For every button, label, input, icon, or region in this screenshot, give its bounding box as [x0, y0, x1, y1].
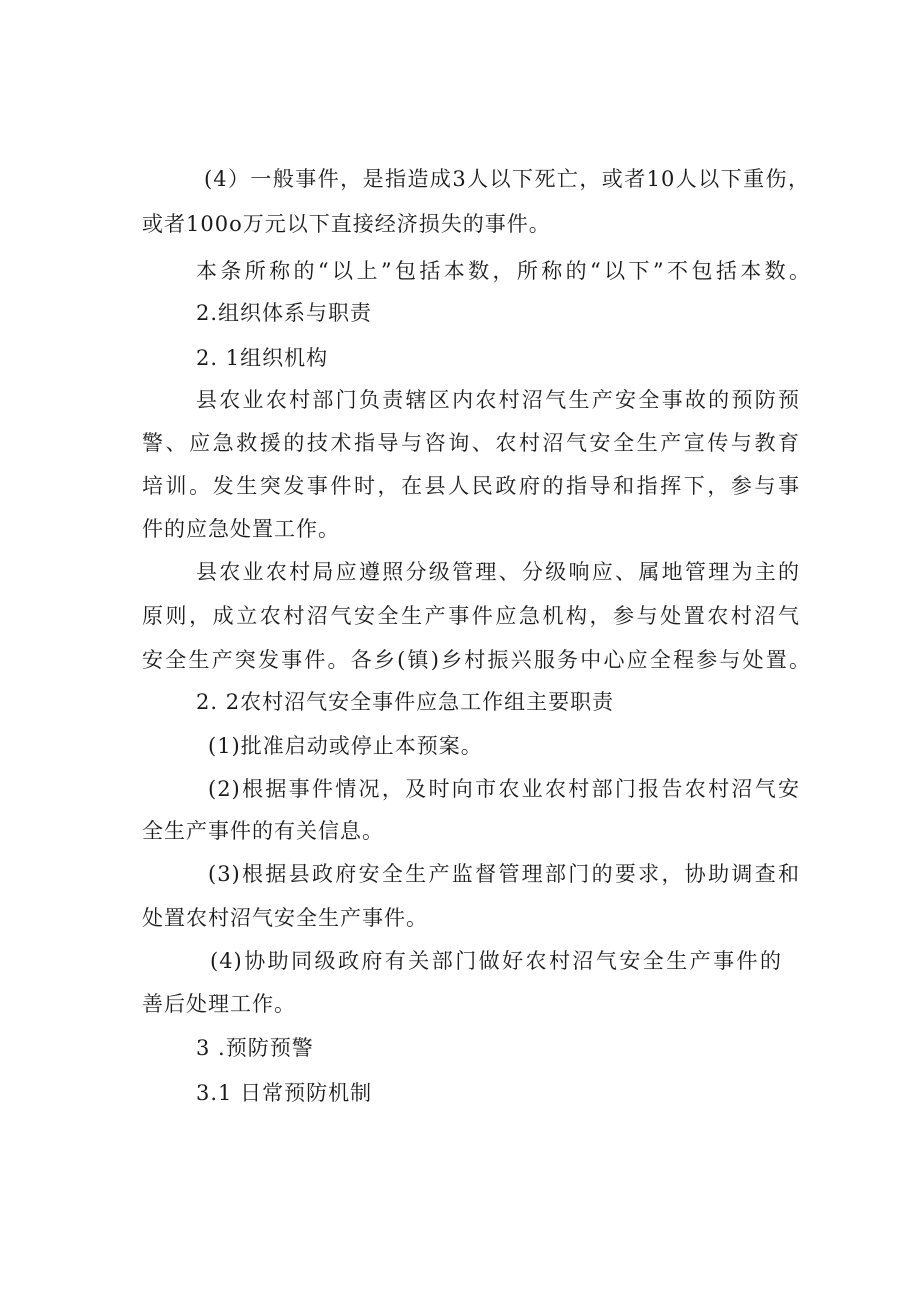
list-item: (1)批准启动或停止本预案。: [208, 734, 483, 758]
paragraph-line: 县农业农村局应遵照分级管理、分级响应、属地管理为主的: [196, 560, 800, 584]
paragraph-line: (4）一般事件，是指造成3人以下死亡，或者10人以下重伤，: [204, 167, 810, 191]
section-heading: 3 .预防预警: [196, 1036, 314, 1060]
subsection-heading: 3.1 日常预防机制: [196, 1081, 373, 1105]
paragraph-line: 安全生产突发事件。各乡(镇)乡村振兴服务中心应全程参与处置。: [142, 648, 810, 672]
paragraph-line: 件的应急处置工作。: [142, 517, 340, 541]
paragraph-line: 县农业农村部门负责辖区内农村沼气生产安全事故的预防预: [196, 388, 800, 412]
section-heading: 2.组织体系与职责: [196, 301, 373, 325]
paragraph-line: 或者100o万元以下直接经济损失的事件。: [142, 212, 551, 236]
list-item-continuation: 善后处理工作。: [142, 992, 296, 1016]
paragraph-line: 原则，成立农村沼气安全生产事件应急机构，参与处置农村沼气: [142, 604, 800, 628]
list-item-continuation: 处置农村沼气安全生产事件。: [142, 906, 428, 930]
list-item: (4)协助同级政府有关部门做好农村沼气安全生产事件的: [210, 949, 782, 973]
subsection-heading: 2. 2农村沼气安全事件应急工作组主要职责: [196, 690, 615, 714]
subsection-heading: 2. 1组织机构: [196, 346, 329, 370]
paragraph-line: 培训。发生突发事件时，在县人民政府的指导和指挥下，参与事: [142, 474, 800, 498]
list-item: (3)根据县政府安全生产监督管理部门的要求，协助调查和: [208, 862, 800, 886]
list-item-continuation: 全生产事件的有关信息。: [142, 819, 384, 843]
paragraph-line: 本条所称的“以上”包括本数，所称的“以下”不包括本数。: [196, 259, 810, 283]
list-item: (2)根据事件情况，及时向市农业农村部门报告农村沼气安: [208, 777, 800, 801]
paragraph-line: 警、应急救援的技术指导与咨询、农村沼气安全生产宣传与教育: [142, 431, 800, 455]
